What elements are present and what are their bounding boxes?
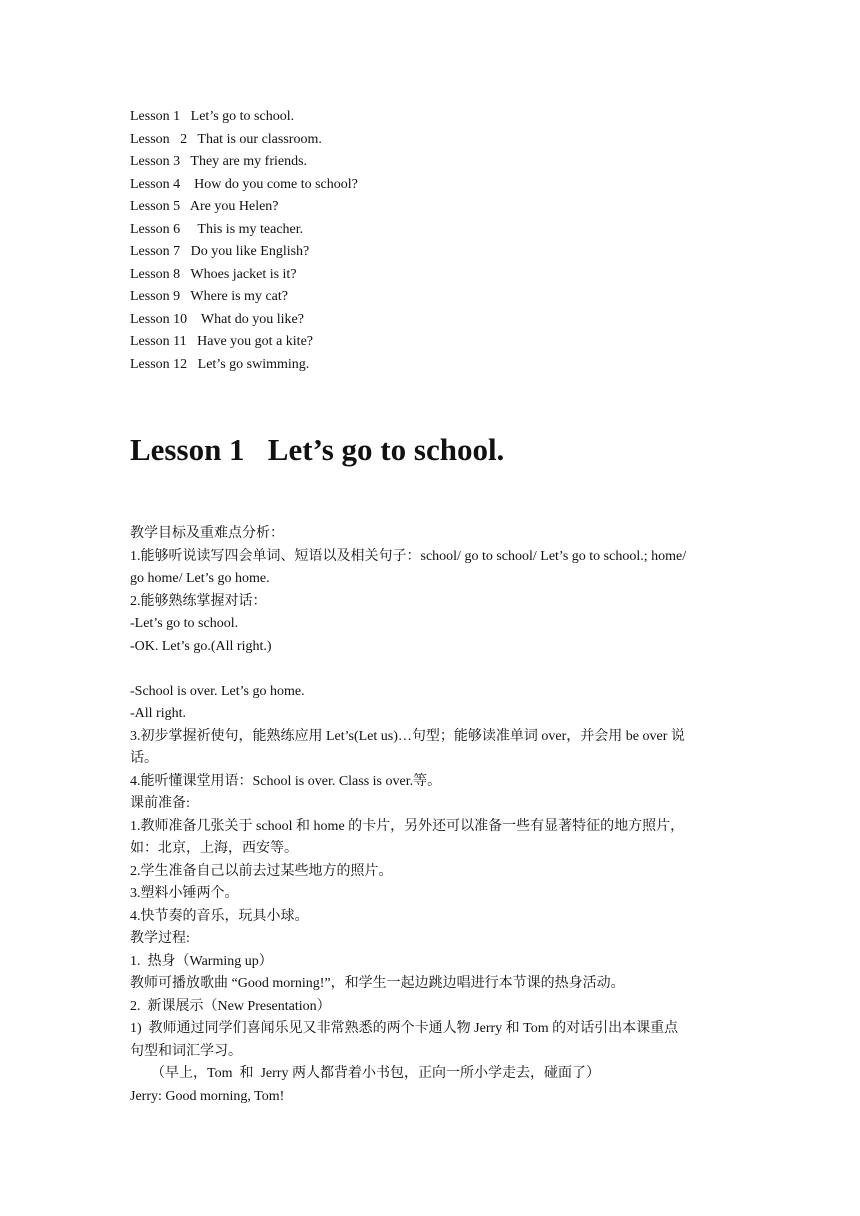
body-line: 2.能够熟练掌握对话： <box>130 593 267 609</box>
body-line: 话。 <box>130 751 158 766</box>
lesson-body <box>130 523 734 1108</box>
body-line: 1. 热身（Warming up） <box>130 953 273 969</box>
table-of-contents <box>130 106 730 376</box>
toc-item: Lesson 5 Are you Helen? <box>130 199 279 214</box>
body-line: 1.教师准备几张关于 school 和 home 的卡片，另外还可以准备一些有显著特征的地方照片， <box>130 818 685 834</box>
toc-item: Lesson 3 They are my friends. <box>130 154 308 169</box>
body-line: -OK. Let’s go.(All right.) <box>130 638 272 654</box>
body-line: 教学目标及重难点分析： <box>130 526 284 541</box>
toc-item: Lesson 11 Have you got a kite? <box>130 334 313 349</box>
toc-item: Lesson 7 Do you like English? <box>130 244 310 259</box>
toc-item: Lesson 2 That is our classroom. <box>130 131 322 147</box>
body-line: 3.塑料小锤两个。 <box>130 886 239 901</box>
body-line: 2.学生准备自己以前去过某些地方的照片。 <box>130 863 393 879</box>
lesson-heading: Lesson 1 Let’s go to school. <box>130 432 505 467</box>
toc-item: Lesson 10 What do you like? <box>130 311 304 327</box>
toc-item: Lesson 4 How do you come to school? <box>130 176 358 192</box>
body-line: 教师可播放歌曲 “Good morning!”，和学生一起边跳边唱进行本节课的热身活动。 <box>130 976 625 991</box>
toc-item: Lesson 6 This is my teacher. <box>130 221 304 237</box>
body-line: -Let’s go to school. <box>130 616 239 631</box>
body-line: go home/ Let’s go home. <box>130 571 270 586</box>
toc-item: Lesson 8 Whoes jacket is it? <box>130 266 297 282</box>
body-line: -All right. <box>130 706 186 721</box>
body-line: 3.初步掌握祈使句，能熟练应用 Let’s(Let us)…句型；能够读准单词 over，并会用 be over 说 <box>130 728 685 744</box>
body-line: 1) 教师通过同学们喜闻乐见又非常熟悉的两个卡通人物 Jerry 和 Tom 的对话引出本课重点 <box>130 1021 679 1036</box>
dialogue-line: Jerry: Good morning, Tom! <box>130 1088 285 1104</box>
toc-item: Lesson 9 Where is my cat? <box>130 289 288 304</box>
body-line: 2. 新课展示（New Presentation） <box>130 998 331 1014</box>
blank-line <box>130 658 734 681</box>
section-label: 教学过程: <box>130 931 190 946</box>
body-line: （早上，Tom 和 Jerry 两人都背着小书包，正向一所小学走去，碰面了） <box>130 1066 600 1081</box>
toc-item: Lesson 12 Let’s go swimming. <box>130 356 310 372</box>
body-line: 4.能听懂课堂用语：School is over. Class is over.等。 <box>130 773 442 789</box>
body-line: 4.快节奏的音乐，玩具小球。 <box>130 908 309 924</box>
body-line: 如：北京，上海，西安等。 <box>130 841 298 856</box>
toc-item: Lesson 1 Let’s go to school. <box>130 109 295 124</box>
section-label: 课前准备: <box>130 796 190 811</box>
body-line: -School is over. Let’s go home. <box>130 683 305 699</box>
body-line: 1.能够听说读写四会单词、短语以及相关句子：school/ go to school/ Let’s go to school.; home/ <box>130 548 687 564</box>
body-line: 句型和词汇学习。 <box>130 1043 242 1059</box>
